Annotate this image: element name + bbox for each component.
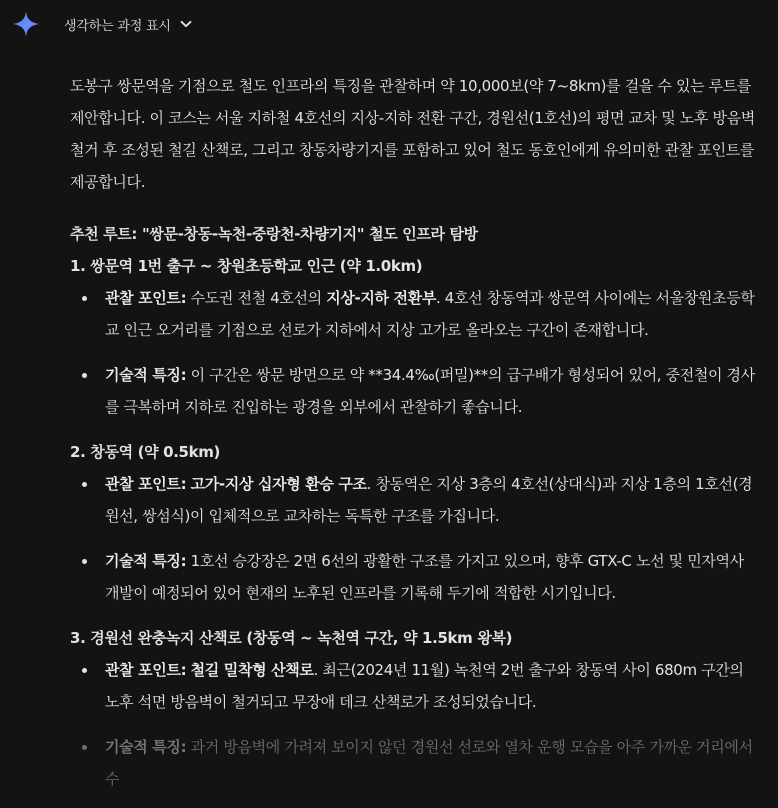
thinking-label: 생각하는 과정 표시 [64, 18, 171, 34]
section-title: 1. 쌍문역 1번 출구 ~ 창원초등학교 인근 (약 1.0km) [70, 257, 423, 275]
list-item [70, 731, 760, 795]
section-1 [70, 250, 760, 423]
bullet-emphasis: 고가-지상 십자형 환승 구조 [190, 475, 367, 493]
route-title: 추천 루트: "쌍문-창동-녹천-중랑천-차량기지" 철도 인프라 탐방 [70, 225, 478, 243]
bullet-text: 과거 방음벽에 가려져 보이지 않던 경원선 선로와 열차 운행 모습을 아주 가까운 거리에서 수 [105, 738, 753, 788]
list-item [70, 654, 760, 718]
bullet-label: 기술적 특징: [105, 738, 187, 756]
bullet-text: . 4호선 창동역과 쌍문역 사이에는 서울창원초등학교 인근 오거리를 기점으로 선로가 지하에서 지상 고가로 올라오는 구간이 존재합니다. [105, 289, 755, 339]
chevron-down-icon [179, 17, 193, 31]
bullet-text: 수도권 전철 4호선의 [186, 289, 327, 307]
section-title: 3. 경원선 완충녹지 산책로 (창동역 ~ 녹천역 구간, 약 1.5km 왕복) [70, 629, 513, 647]
response-content [70, 70, 760, 808]
bullet-label: 관찰 포인트: [105, 475, 187, 493]
list-item [70, 282, 760, 346]
gemini-spark-icon [13, 11, 39, 37]
bullet-text: 이 구간은 쌍문 방면으로 약 **34.4‰(퍼밀)**의 급구배가 형성되어 있어, 중전철이 경사를 극복하며 지하로 진입하는 광경을 외부에서 관찰하기 좋습니다. [105, 366, 755, 416]
bullet-text: . 최근(2024년 11월) 녹천역 2번 출구와 창동역 사이 680m 구간의 노후 석면 방음벽이 철거되고 무장애 데크 산책로가 조성되었습니다. [105, 661, 744, 711]
bullet-list [70, 468, 760, 609]
bullet-label: 관찰 포인트: [105, 289, 187, 307]
intro-paragraph: 도봉구 쌍문역을 기점으로 철도 인프라의 특징을 관찰하며 약 10,000보(약 7~8km)를 걸을 수 있는 루트를 제안합니다. 이 코스는 서울 지하철 4호선의 지상-지하 전환 구간, 경원선(1호선)의 평면 교차 및 노후 방음벽 철거 후 조성된 철길 산책로, 그리고 창동차량기지를 포함하고 있어 철도 동호인에게 유의미한 관찰 포인트를 제공합니다. [70, 77, 755, 191]
list-item [70, 359, 760, 423]
bullet-label: 기술적 특징: [105, 366, 187, 384]
bullet-text: . 창동역은 지상 3층의 4호선(상대식)과 지상 1층의 1호선(경원선, 쌍섬식)이 입체적으로 교차하는 독특한 구조를 가집니다. [105, 475, 753, 525]
list-item [70, 545, 760, 609]
thinking-header [0, 0, 778, 48]
bullet-list [70, 282, 760, 423]
bullet-emphasis: 지상-지하 전환부 [326, 289, 436, 307]
bullet-label: 관찰 포인트: [105, 661, 187, 679]
bullet-text: 1호선 승강장은 2면 6선의 광활한 구조를 가지고 있으며, 향후 GTX-C 노선 및 민자역사 개발이 예정되어 있어 현재의 노후된 인프라를 기록해 두기에 적합한 시기입니다. [105, 552, 744, 602]
bullet-emphasis: 철길 밀착형 산책로 [190, 661, 314, 679]
list-item [70, 468, 760, 532]
bullet-list [70, 654, 760, 795]
section-2 [70, 436, 760, 609]
show-thinking-toggle[interactable] [56, 9, 201, 39]
section-3 [70, 622, 760, 795]
section-title: 2. 창동역 (약 0.5km) [70, 443, 221, 461]
bullet-label: 기술적 특징: [105, 552, 187, 570]
